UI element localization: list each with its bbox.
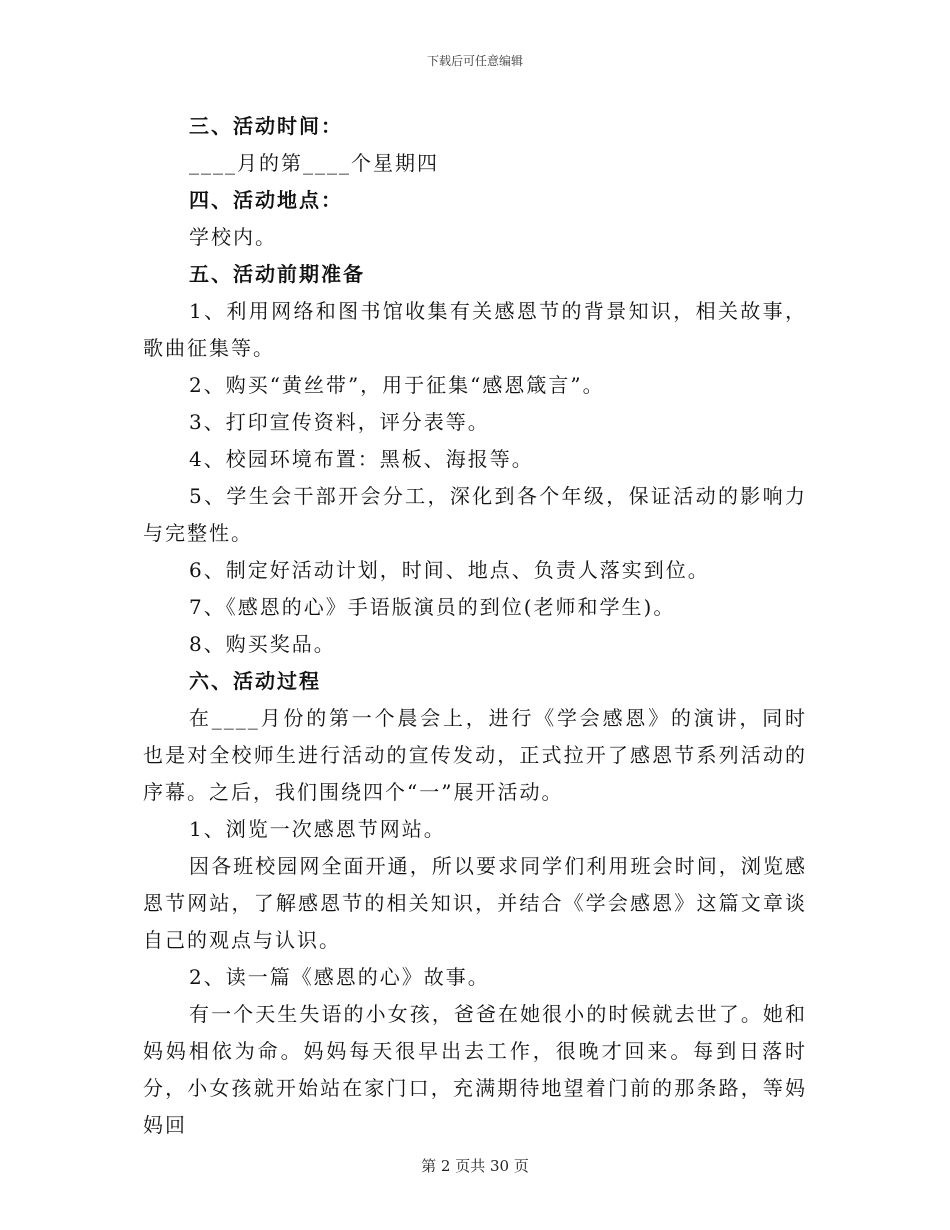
heading-preparation: 五、活动前期准备 bbox=[189, 262, 365, 286]
paragraph: 5、学生会干部开会分工，深化到各个年级，保证活动的影响力与完整性。 bbox=[143, 484, 807, 545]
paragraph: 2、购买“黄丝带”，用于征集“感恩箴言”。 bbox=[189, 373, 605, 397]
heading-activity-process: 六、活动过程 bbox=[189, 669, 321, 693]
paragraph: 2、读一篇《感恩的心》故事。 bbox=[189, 965, 490, 989]
paragraph: 3、打印宣传资料，评分表等。 bbox=[189, 410, 490, 434]
heading-activity-location: 四、活动地点： bbox=[189, 188, 343, 212]
heading-activity-time: 三、活动时间： bbox=[189, 114, 343, 138]
paragraph: 有一个天生失语的小女孩，爸爸在她很小的时候就去世了。她和妈妈相依为命。妈妈每天很早出去工作，很晚才回来。每到日落时分，小女孩就开始站在家门口，充满期待地望着门前的那条路，等妈妈回 bbox=[143, 1002, 807, 1137]
paragraph: 学校内。 bbox=[189, 225, 277, 249]
paragraph: 在____月份的第一个晨会上，进行《学会感恩》的演讲，同时也是对全校师生进行活动的宣传发动，正式拉开了感恩节系列活动的序幕。之后，我们围绕四个“一”展开活动。 bbox=[143, 706, 807, 804]
paragraph: 因各班校园网全面开通，所以要求同学们利用班会时间，浏览感恩节网站，了解感恩节的相关知识，并结合《学会感恩》这篇文章谈自己的观点与认识。 bbox=[143, 854, 807, 952]
paragraph: 6、制定好活动计划，时间、地点、负责人落实到位。 bbox=[189, 558, 710, 582]
paragraph: 4、校园环境布置：黑板、海报等。 bbox=[189, 447, 534, 471]
page-footer: 第 2 页共 30 页 bbox=[421, 1157, 529, 1175]
header-note: 下载后可任意编辑 bbox=[426, 54, 523, 68]
paragraph: 1、利用网络和图书馆收集有关感恩节的背景知识，相关故事，歌曲征集等。 bbox=[143, 299, 807, 360]
paragraph: 1、浏览一次感恩节网站。 bbox=[189, 817, 446, 841]
paragraph: 7、《感恩的心》手语版演员的到位(老师和学生)。 bbox=[189, 595, 676, 619]
document-body bbox=[143, 108, 807, 1144]
paragraph: ____月的第____个星期四 bbox=[189, 151, 439, 175]
paragraph: 8、购买奖品。 bbox=[189, 632, 336, 656]
